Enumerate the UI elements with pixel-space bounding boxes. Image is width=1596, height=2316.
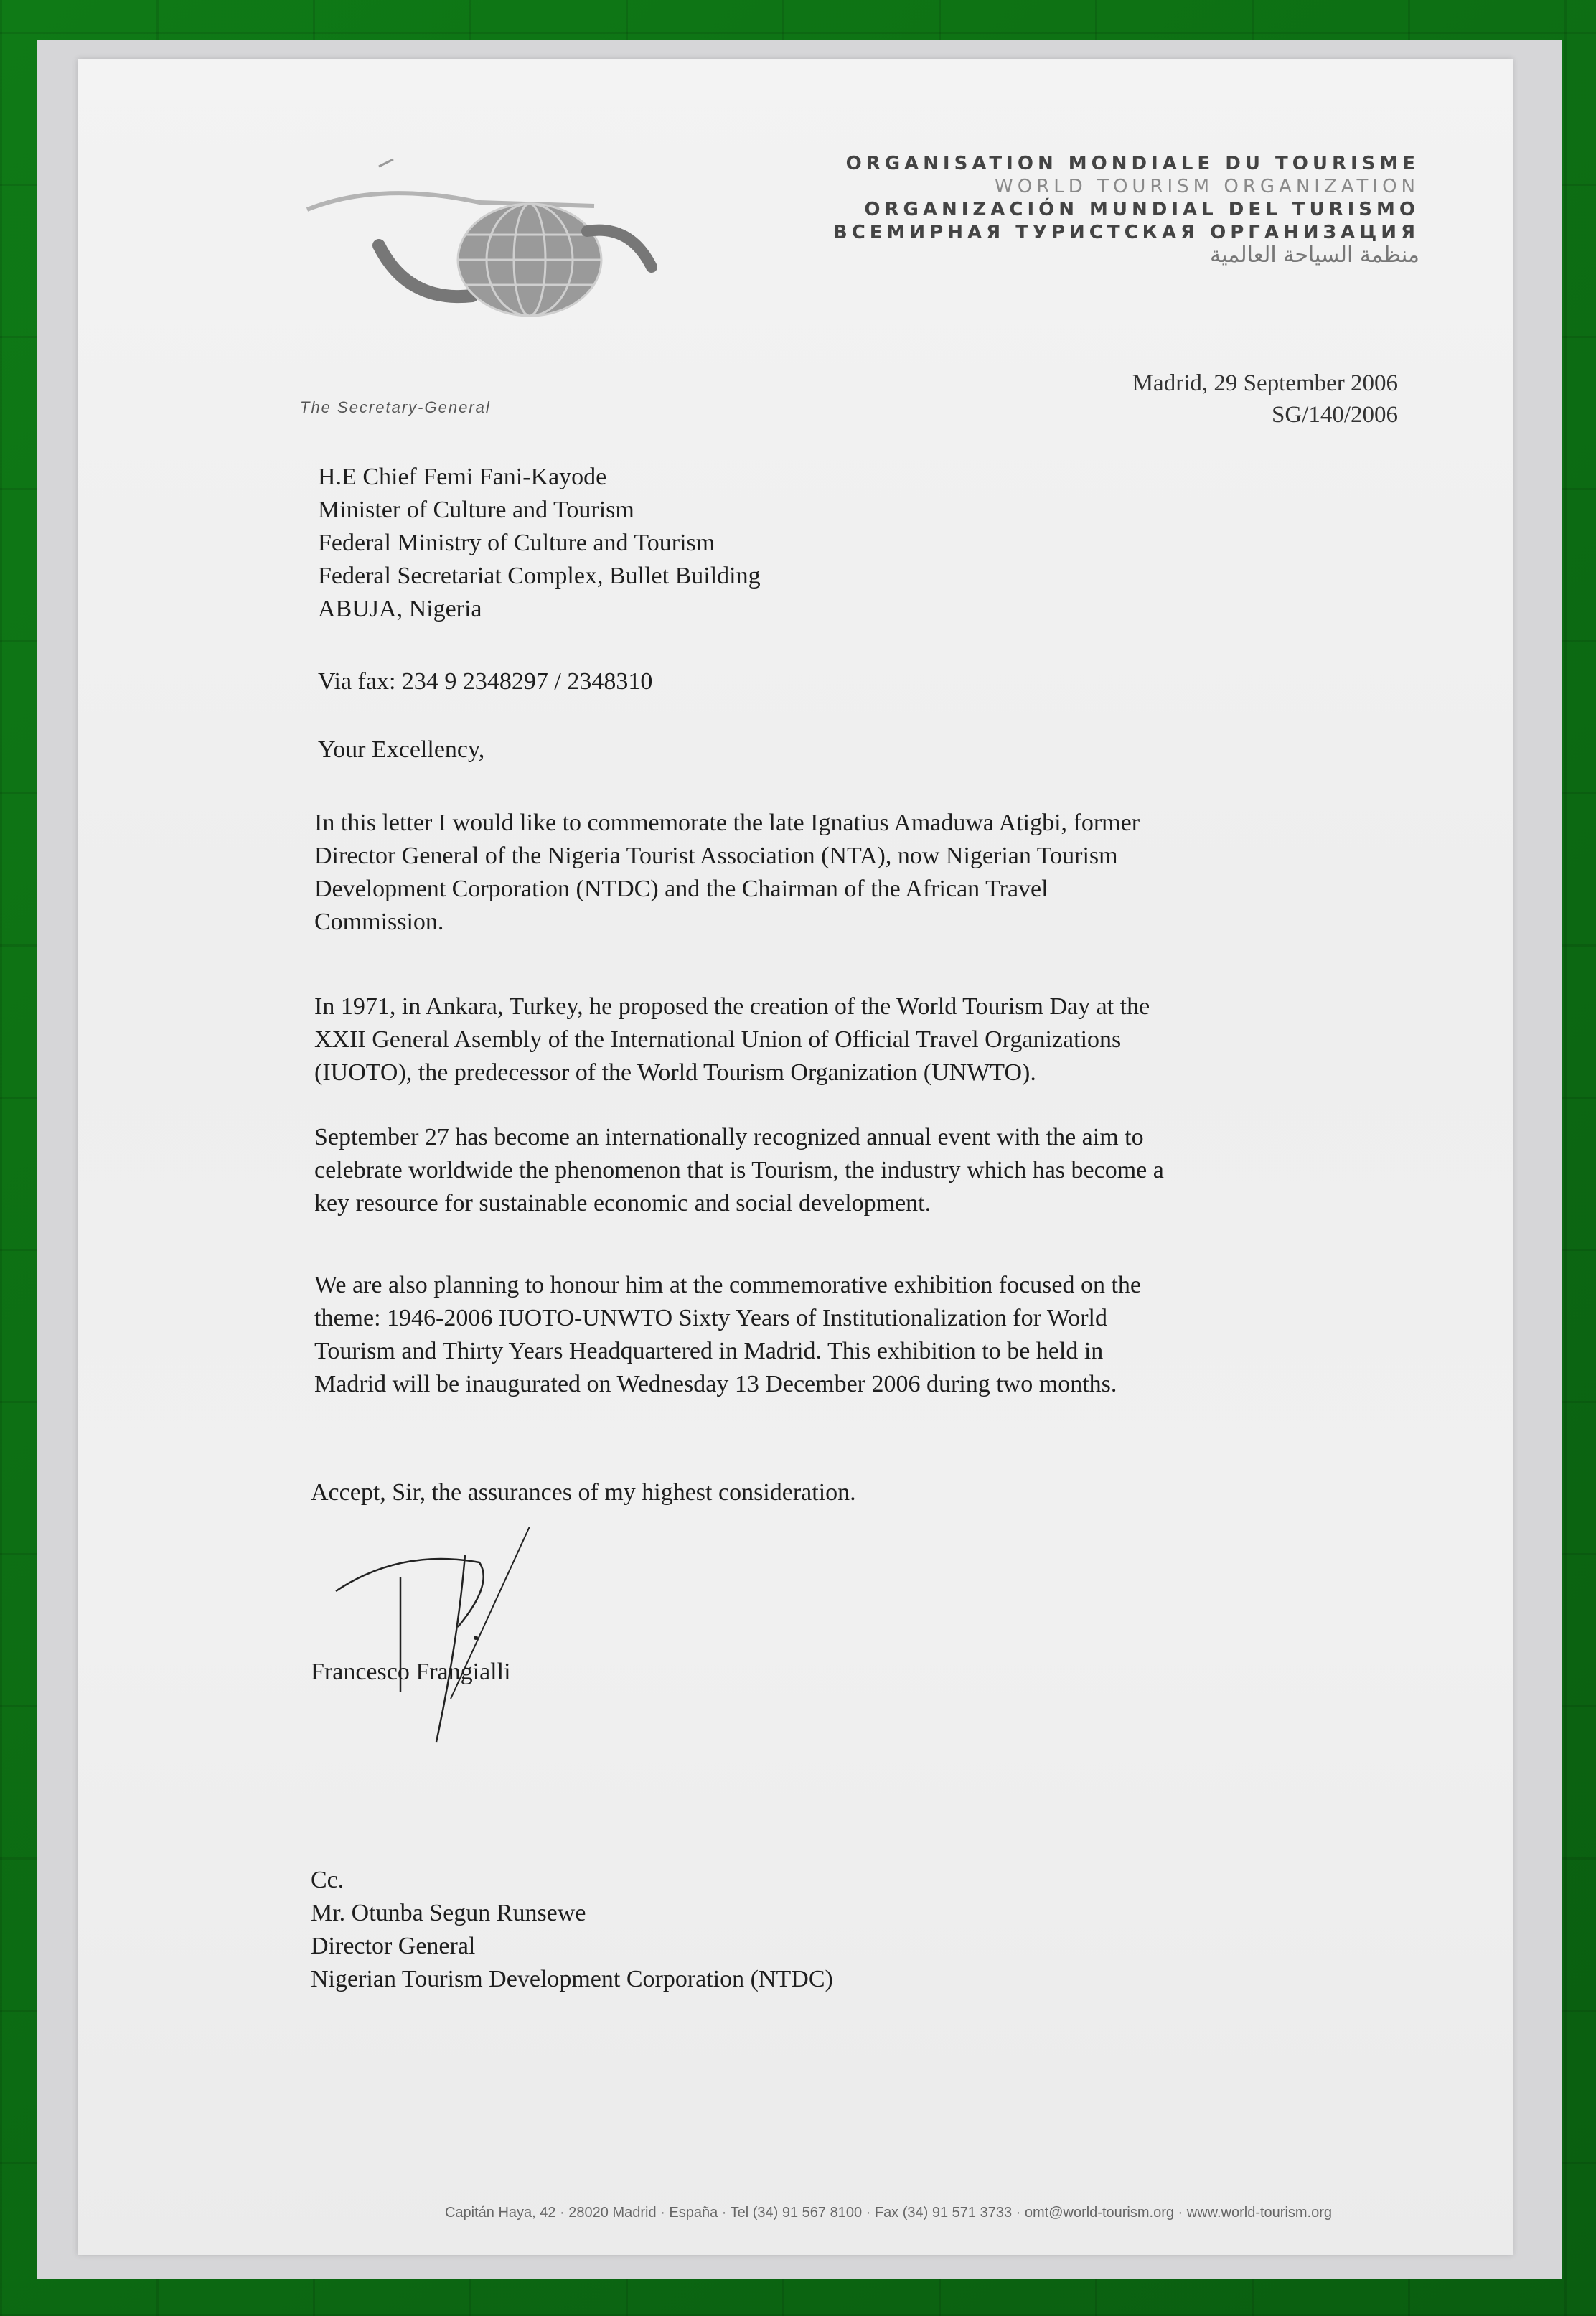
paragraph-line: XXII General Asembly of the International Union of Official Travel Organizations [314,1026,1122,1053]
secretary-general-label: The Secretary-General [300,398,491,416]
handwritten-signature-icon [314,1527,573,1749]
org-name-en: WORLD TOURISM ORGANIZATION [995,176,1419,197]
organization-names [752,152,1419,267]
org-name-fr: ORGANISATION MONDIALE DU TOURISME [845,153,1419,174]
org-name-ar: منظمة السياحة العالمية [1209,243,1419,268]
paragraph-line: Development Corporation (NTDC) and the Chairman of the African Travel [314,876,1048,902]
closing-line: Accept, Sir, the assurances of my highest consideration. [311,1479,856,1506]
recipient-line: H.E Chief Femi Fani-Kayode [318,464,607,490]
date-reference [975,367,1398,431]
unwto-globe-logo-icon [293,152,695,332]
letter-footer: Capitán Haya, 42 · 28020 Madrid · España · Tel (34) 91 567 8100 · Fax (34) 91 571 3733 · omt@world-tourism.org · www.world-tourism.org [444,2205,1333,2221]
recipient-line: ABUJA, Nigeria [318,596,482,622]
paragraph-line: (IUOTO), the predecessor of the World Tourism Organization (UNWTO). [314,1059,1036,1086]
cc-block [311,1864,833,1996]
org-name-es: ORGANIZACIÓN MUNDIAL DEL TURISMO [864,199,1419,220]
paragraph-1 [314,807,1434,939]
org-name-ru: ВСЕМИРНАЯ ТУРИСТСКАЯ ОРГАНИЗАЦИЯ [832,222,1419,243]
paragraph-line: celebrate worldwide the phenomenon that is Tourism, the industry which has become a [314,1157,1164,1183]
recipient-line: Minister of Culture and Tourism [318,497,634,523]
paragraph-line: theme: 1946-2006 IUOTO-UNWTO Sixty Years of Institutionalization for World [314,1305,1107,1331]
cc-line: Mr. Otunba Segun Runsewe [311,1900,586,1926]
recipient-line: Federal Ministry of Culture and Tourism [318,530,715,556]
paragraph-line: In 1971, in Ankara, Turkey, he proposed the creation of the World Tourism Day at the [314,993,1150,1020]
paragraph-line: Director General of the Nigeria Tourist Association (NTA), now Nigerian Tourism [314,843,1118,869]
recipient-line: Federal Secretariat Complex, Bullet Building [318,563,761,589]
paragraph-line: key resource for sustainable economic and social development. [314,1190,931,1216]
cc-line: Cc. [311,1867,344,1893]
cc-line: Nigerian Tourism Development Corporation (NTDC) [311,1966,833,1992]
cc-line: Director General [311,1933,476,1959]
paragraph-line: In this letter I would like to commemorate the late Ignatius Amaduwa Atigbi, former [314,810,1140,836]
signatory-name: Francesco Frangialli [311,1659,511,1685]
letter-page [78,59,1513,2255]
paragraph-line: We are also planning to honour him at the commemorative exhibition focused on the [314,1272,1142,1298]
paragraph-line: Commission. [314,909,444,935]
paragraph-line: September 27 has become an internationally recognized annual event with the aim to [314,1124,1144,1150]
letter-date: Madrid, 29 September 2006 [1132,370,1398,396]
paragraph-line: Tourism and Thirty Years Headquartered in Madrid. This exhibition to be held in [314,1338,1104,1364]
paragraph-line: Madrid will be inaugurated on Wednesday 13 December 2006 during two months. [314,1371,1117,1397]
salutation: Your Excellency, [318,736,485,763]
letter-reference: SG/140/2006 [1271,402,1398,428]
paragraph-4 [314,1269,1434,1401]
fax-line: Via fax: 234 9 2348297 / 2348310 [318,668,653,695]
paragraph-3 [314,1121,1434,1220]
paragraph-2 [314,990,1434,1089]
recipient-address [318,461,761,626]
